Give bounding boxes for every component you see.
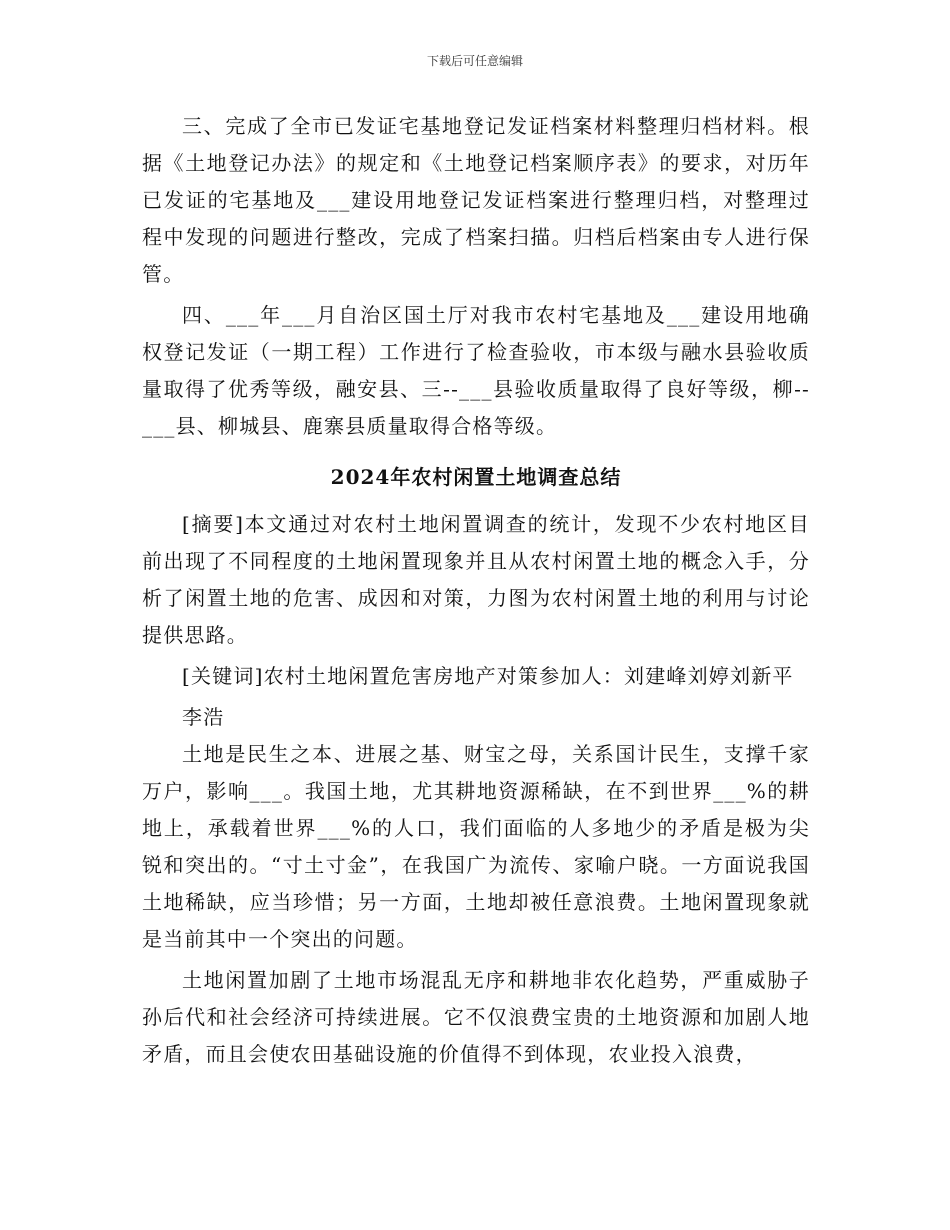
abstract-paragraph: [摘要]本文通过对农村土地闲置调查的统计，发现不少农村地区目前出现了不同程度的土地闲置现象并且从农村闲置土地的概念入手，分析了闲置土地的危害、成因和对策，力图为农村闲置土地的利用与讨论提供思路。 xyxy=(142,512,810,647)
document-body xyxy=(142,108,810,1073)
keywords-paragraph: [关键词]农村土地闲置危害房地产对策参加人：刘建峰刘婷刘新平 xyxy=(182,664,794,688)
paragraph-inspection: 四、___年___月自治区国土厅对我市农村宅基地及___建设用地确权登记发证（一期工程）工作进行了检查验收，市本级与融水县验收质量取得了优秀等级，融安县、三--___县验收质量取得了良好等级，柳--___县、柳城县、鹿寨县质量取得合格等级。 xyxy=(142,303,810,438)
page-header-note: 下载后可任意编辑 xyxy=(426,54,523,68)
participant-line: 李浩 xyxy=(182,705,225,729)
document-title: 2024年农村闲置土地调查总结 xyxy=(330,465,622,489)
body-paragraph: 土地是民生之本、进展之基、财宝之母，关系国计民生，支撑千家万户，影响___。我国土地，尤其耕地资源稀缺，在不到世界___%的耕地上，承载着世界___%的人口，我们面临的人多地少的矛盾是极为尖锐和突出的。“寸土寸金”，在我国广为流传、家喻户晓。一方面说我国土地稀缺，应当珍惜；另一方面，土地却被任意浪费。土地闲置现象就是当前其中一个突出的问题。 xyxy=(142,742,810,951)
body-paragraph: 土地闲置加剧了土地市场混乱无序和耕地非农化趋势，严重威胁子孙后代和社会经济可持续进展。它不仅浪费宝贵的土地资源和加剧人地矛盾，而且会使农田基础设施的价值得不到体现，农业投入浪费， xyxy=(142,968,810,1066)
paragraph-archive: 三、完成了全市已发证宅基地登记发证档案材料整理归档材料。根据《土地登记办法》的规定和《土地登记档案顺序表》的要求，对历年已发证的宅基地及___建设用地登记发证档案进行整理归档，对整理过程中发现的问题进行整改，完成了档案扫描。归档后档案由专人进行保管。 xyxy=(142,114,810,286)
